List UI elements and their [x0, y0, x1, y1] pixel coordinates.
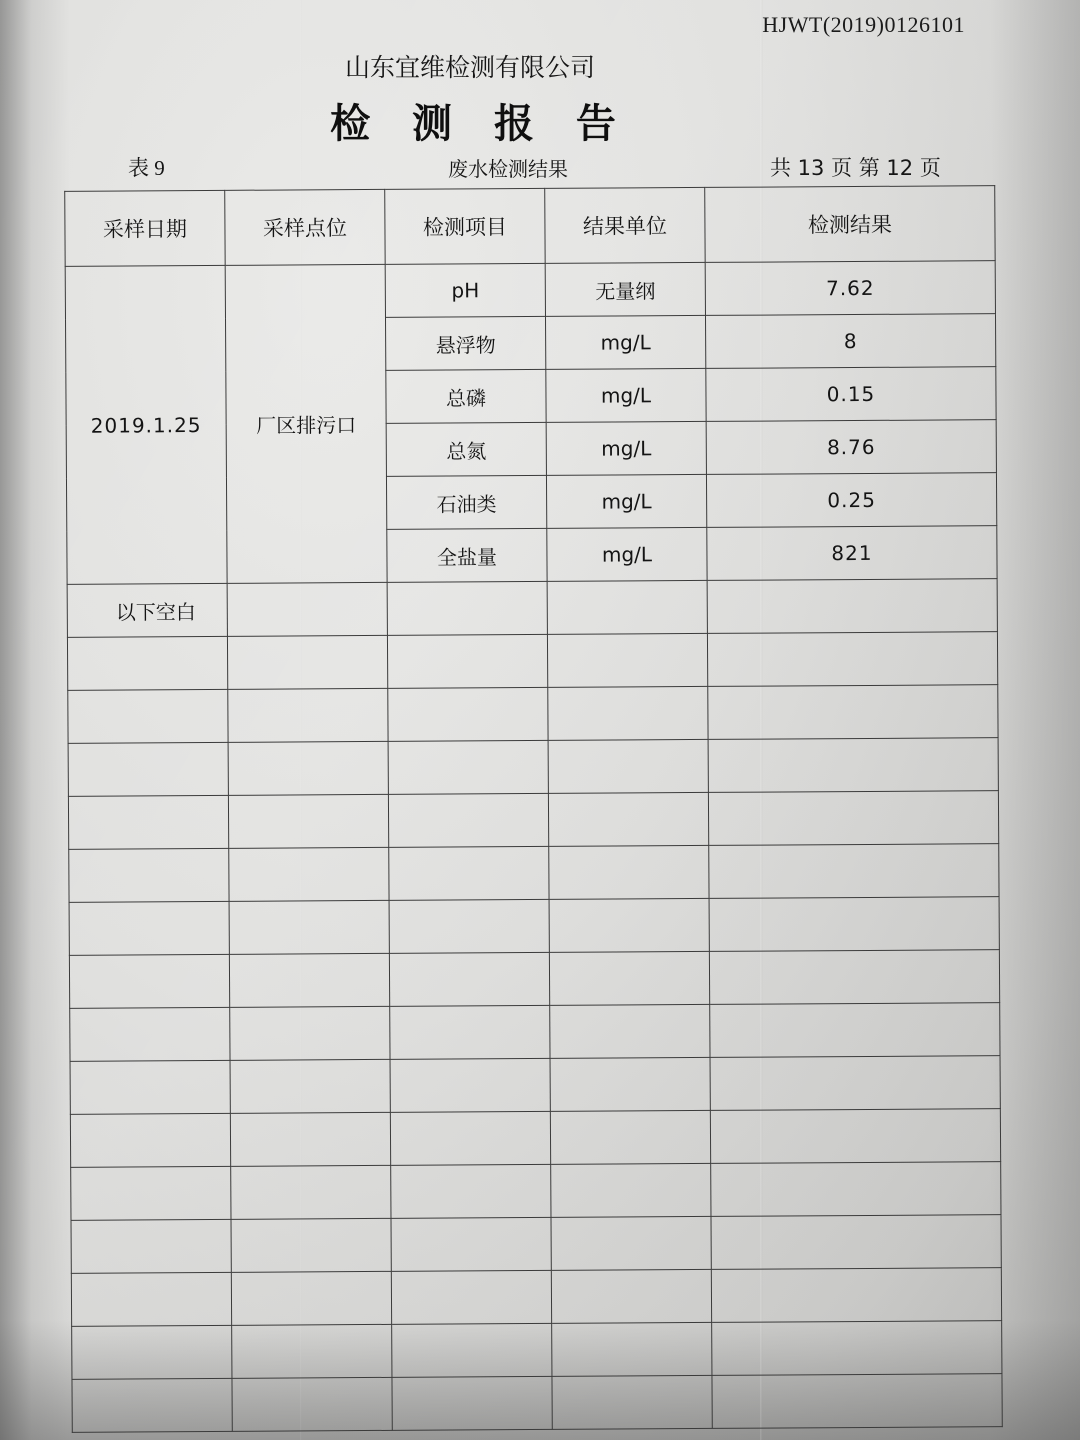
paper-shadow-left [0, 0, 70, 1440]
cell-result-unit: mg/L [546, 474, 706, 528]
cell-empty [227, 635, 387, 689]
cell-empty [389, 952, 549, 1006]
cell-empty [230, 1112, 390, 1166]
cell-empty [70, 1007, 230, 1061]
cell-empty [230, 1006, 390, 1060]
cell-empty [71, 1272, 231, 1326]
cell-empty [390, 1111, 550, 1165]
table-row-empty [71, 1162, 1001, 1221]
cell-empty [548, 739, 708, 793]
cell-test-result: 0.15 [706, 367, 996, 422]
cell-empty [69, 954, 229, 1008]
table-row-empty [68, 685, 998, 744]
cell-empty [550, 1110, 710, 1164]
table-subheader [70, 152, 1010, 182]
cell-empty [708, 738, 998, 793]
cell-result-unit: mg/L [547, 527, 707, 581]
cell-empty [547, 633, 707, 687]
cell-empty [549, 845, 709, 899]
cell-test-item: 全盐量 [387, 528, 547, 582]
cell-empty [229, 900, 389, 954]
cell-empty [229, 847, 389, 901]
cell-empty [68, 742, 228, 796]
cell-empty [711, 1162, 1001, 1217]
table-row [65, 261, 995, 320]
cell-empty [551, 1269, 711, 1323]
cell-test-item: 悬浮物 [385, 316, 545, 370]
cell-empty [232, 1377, 392, 1431]
cell-empty [228, 688, 388, 742]
cell-empty [550, 1057, 710, 1111]
cell-empty [68, 795, 228, 849]
header-result-unit: 结果单位 [545, 187, 705, 263]
cell-empty [549, 898, 709, 952]
results-table-wrapper [64, 185, 1002, 1433]
cell-empty [228, 741, 388, 795]
cell-test-result: 7.62 [705, 261, 995, 316]
cell-empty [711, 1268, 1001, 1323]
table-number: 表 9 [128, 156, 165, 180]
header-sample-date: 采样日期 [65, 190, 225, 266]
cell-empty [228, 794, 388, 848]
page-title: 检 测 报 告 [330, 101, 630, 147]
cell-test-result: 821 [707, 526, 997, 581]
table-row-empty [70, 1056, 1000, 1115]
cell-empty [391, 1217, 551, 1271]
table-row-empty [69, 950, 999, 1009]
cell-empty [711, 1215, 1001, 1270]
cell-empty [548, 792, 708, 846]
cell-test-result: 8.76 [706, 420, 996, 475]
cell-empty [231, 1165, 391, 1219]
cell-empty [709, 844, 999, 899]
cell-test-item: 总磷 [386, 369, 546, 423]
cell-empty [387, 634, 547, 688]
table-row-empty [72, 1321, 1002, 1380]
cell-empty [547, 580, 707, 634]
paper-shadow-right [990, 0, 1080, 1440]
cell-empty [550, 1004, 710, 1058]
cell-empty [68, 689, 228, 743]
cell-empty [712, 1374, 1002, 1429]
cell-empty [552, 1322, 712, 1376]
table-header-row [65, 186, 995, 267]
cell-result-unit: mg/L [546, 368, 706, 422]
table-row-empty [71, 1268, 1001, 1327]
cell-empty [67, 636, 227, 690]
cell-empty [392, 1323, 552, 1377]
cell-empty [389, 899, 549, 953]
company-name: 山东宜维检测有限公司 [344, 53, 595, 82]
cell-empty [388, 793, 548, 847]
cell-empty [70, 1113, 230, 1167]
cell-sample-date: 2019.1.25 [65, 265, 227, 584]
cell-empty [388, 687, 548, 741]
table-row-empty [68, 738, 998, 797]
cell-empty [551, 1216, 711, 1270]
table-row-empty [71, 1215, 1001, 1274]
cell-empty [708, 685, 998, 740]
cell-test-result: 0.25 [706, 473, 996, 528]
cell-empty [710, 1056, 1000, 1111]
cell-empty [229, 953, 389, 1007]
cell-empty [389, 846, 549, 900]
header-sample-point: 采样点位 [225, 189, 385, 265]
cell-result-unit: 无量纲 [545, 262, 705, 316]
table-row-empty [72, 1374, 1002, 1433]
cell-blank-marker: 以下空白 [67, 583, 227, 637]
cell-test-item: 石油类 [386, 475, 546, 529]
cell-empty [69, 901, 229, 955]
cell-empty [707, 579, 997, 634]
table-row-empty [67, 632, 997, 691]
page-count: 共 13 页 第 12 页 [770, 156, 941, 180]
table-row-blank-marker [67, 579, 997, 638]
cell-empty [392, 1376, 552, 1430]
cell-empty [231, 1271, 391, 1325]
cell-empty [71, 1219, 231, 1273]
cell-empty [712, 1321, 1002, 1376]
cell-empty [708, 791, 998, 846]
cell-empty [548, 686, 708, 740]
header-test-item: 检测项目 [385, 188, 545, 264]
table-row-empty [70, 1109, 1000, 1168]
cell-empty [231, 1218, 391, 1272]
cell-empty [391, 1270, 551, 1324]
cell-empty [552, 1375, 712, 1429]
cell-sample-point: 厂区排污口 [225, 264, 387, 583]
cell-empty [72, 1325, 232, 1379]
cell-empty [707, 632, 997, 687]
cell-test-item: 总氮 [386, 422, 546, 476]
cell-empty [388, 740, 548, 794]
cell-empty [390, 1005, 550, 1059]
cell-empty [709, 897, 999, 952]
table-row-empty [69, 844, 999, 903]
cell-test-item: pH [385, 263, 545, 317]
cell-test-result: 8 [705, 314, 995, 369]
cell-empty [549, 951, 709, 1005]
wastewater-results-table [64, 185, 1003, 1433]
cell-empty [551, 1163, 711, 1217]
cell-empty [71, 1166, 231, 1220]
cell-empty [391, 1164, 551, 1218]
header-test-result: 检测结果 [705, 186, 995, 263]
cell-empty [232, 1324, 392, 1378]
table-title: 废水检测结果 [448, 157, 568, 181]
cell-empty [70, 1060, 230, 1114]
document-code: HJWT(2019)0126101 [762, 12, 965, 37]
cell-empty [709, 950, 999, 1005]
cell-empty [387, 581, 547, 635]
cell-empty [230, 1059, 390, 1113]
cell-empty [227, 582, 387, 636]
table-row-empty [68, 791, 998, 850]
table-row-empty [70, 1003, 1000, 1062]
cell-empty [69, 848, 229, 902]
cell-result-unit: mg/L [546, 421, 706, 475]
cell-empty [72, 1378, 232, 1432]
cell-empty [710, 1003, 1000, 1058]
cell-empty [390, 1058, 550, 1112]
cell-result-unit: mg/L [545, 315, 705, 369]
table-row-empty [69, 897, 999, 956]
cell-empty [710, 1109, 1000, 1164]
